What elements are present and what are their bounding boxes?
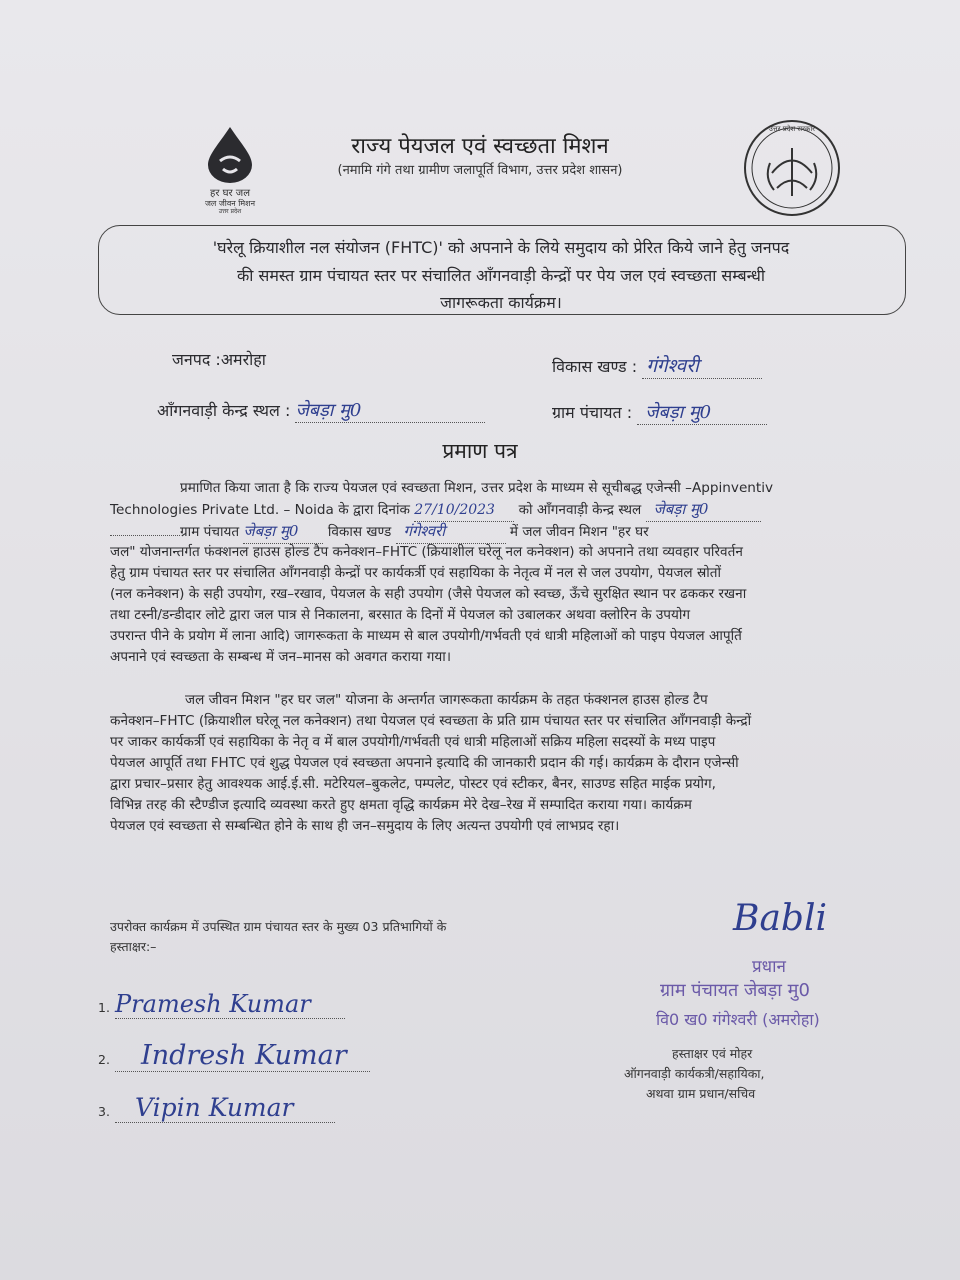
stamp-line-1: प्रधान	[752, 957, 786, 977]
body-line: विभिन्न तरह की स्टैण्डीज इत्यादि व्यवस्था करते हुए क्षमता वृद्धि कार्यक्रम मेरे देख–रेख में सम्पादित कराया गया। कार्यक्रम	[110, 797, 692, 813]
participant-row: 3. Vipin Kumar	[98, 1093, 358, 1123]
participant-signature: Indresh Kumar	[141, 1040, 347, 1071]
body-line-with-gp	[110, 521, 905, 544]
body-line: उपरान्त पीने के प्रयोग में लाना आदि) जागरूकता के माध्यम से बाल उपयोगी/गर्भवती एवं धात्री महिलाओं को पाइप पेयजल आपूर्ति	[110, 628, 742, 644]
body-line: द्वारा प्रचार–प्रसार हेतु आवश्यक आई.ई.सी. मटेरियल–बुकलेट, पम्पलेट, पोस्टर एवं स्टीकर, बैनर, साउण्ड सहित माईक प्रयोग,	[110, 776, 716, 792]
body-line: पेयजल आपूर्ति तथा FHTC एवं शुद्ध पेयजल एवं स्वच्छता अपनाने इत्यादि की जानकारी प्रदान की गई। कार्यक्रम के दौरान एजेन्सी	[110, 755, 739, 771]
stamp-line-2: ग्राम पंचायत जेबड़ा मु0	[660, 980, 810, 1001]
participant-signature: Vipin Kumar	[135, 1093, 294, 1122]
body-text: विकास खण्ड	[327, 524, 392, 540]
page-title: राज्य पेयजल एवं स्वच्छता मिशन	[351, 134, 609, 159]
body-line: कनेक्शन–FHTC (क्रियाशील घरेलू नल कनेक्शन) तथा पेयजल एवं स्वच्छता के प्रति ग्राम पंचायत स्तर पर संचालित आँगनवाड़ी केन्द्रों	[110, 713, 752, 729]
certificate-heading: प्रमाण पत्र	[442, 439, 518, 463]
seal-text: उत्तर प्रदेश सरकार	[768, 125, 816, 133]
gram-panchayat-field	[552, 400, 767, 425]
participant-signature: Pramesh Kumar	[115, 990, 311, 1018]
participant-row: 1. Pramesh Kumar	[98, 990, 358, 1019]
body-text: Technologies Private Ltd. – Noida के द्वारा दिनांक	[110, 502, 410, 518]
participants-intro-2: हस्ताक्षर:–	[110, 939, 157, 954]
up-government-seal-icon	[742, 118, 842, 218]
kendra-value: जेबड़ा मु0	[295, 400, 362, 421]
logo-line-3: उत्तर प्रदेश	[218, 208, 242, 215]
block-inline: गंगेश्वरी	[403, 522, 446, 540]
programme-date: 27/10/2023	[414, 502, 495, 518]
banner-line-3: जागरूकता कार्यक्रम।	[440, 293, 562, 312]
body-text: को आँगनवाड़ी केन्द्र स्थल	[518, 502, 642, 518]
body-line: पेयजल एवं स्वच्छता से सम्बन्धित होने के साथ ही जन–समुदाय के लिए अत्यन्त उपयोगी एवं लाभप्रद रहा।	[110, 818, 620, 834]
body-line: जल" योजनान्तर्गत फंक्शनल हाउस होल्ड टैप कनेक्शन–FHTC (क्रियाशील घरेलू नल कनेक्शन) को अपनाने तथा व्यवहार परिवर्तन	[110, 544, 743, 560]
gram-panchayat-value: जेबड़ा मु0	[645, 402, 712, 423]
body-text: ग्राम पंचायत	[180, 524, 240, 540]
vikas-khand-value: गंगेश्वरी	[646, 355, 699, 377]
body-line-with-date	[110, 499, 905, 522]
janpad-value: अमरोहा	[220, 350, 266, 369]
body-line: अपनाने एवं स्वच्छता के सम्बन्ध में जन–मानस को अवगत कराया गया।	[110, 649, 451, 665]
logo-line-1: हर घर जल	[210, 188, 250, 199]
gram-panchayat-label: ग्राम पंचायत :	[552, 403, 633, 422]
body-line: (नल कनेक्शन) के सही उपयोग, रख–रखाव, पेयजल के सही उपयोग (जैसे पेयजल को स्वच्छ, ऊँचे सुरक्षित स्थान पर ढककर रखना	[110, 586, 747, 602]
body-line: जल जीवन मिशन "हर घर जल" योजना के अन्तर्गत जागरूकता कार्यक्रम के तहत फंक्शनल हाउस होल्ड टैप	[185, 692, 708, 708]
vikas-khand-label: विकास खण्ड :	[552, 357, 638, 376]
kendra-field	[157, 398, 485, 423]
banner-line-1: 'घरेलू क्रियाशील नल संयोजन (FHTC)' को अपनाने के लिये समुदाय को प्रेरित किये जाने हेतु जनपद	[212, 238, 790, 257]
janpad-field	[172, 348, 266, 370]
body-line: पर जाकर कार्यकर्त्री एवं सहायिका के नेतृ व में बाल उपयोगी/गर्भवती एवं धात्री महिलाओं सक्रिय महिला सदस्यों के मध्य पाइप	[110, 734, 716, 750]
body-line: प्रमाणित किया जाता है कि राज्य पेयजल एवं स्वच्छता मिशन, उत्तर प्रदेश के माध्यम से सूचीबद्ध एजेन्सी –Appinventiv	[180, 480, 774, 496]
gram-panchayat-inline: जेबड़ा मु0	[243, 522, 299, 540]
kendra-label: आँगनवाड़ी केन्द्र स्थल :	[157, 401, 291, 420]
stamp-line-3: वि0 ख0 गंगेश्वरी (अमरोहा)	[656, 1010, 820, 1029]
kendra-site: जेबड़ा मु0	[653, 500, 709, 518]
banner-line-2: की समस्त ग्राम पंचायत स्तर पर संचालित आँगनवाड़ी केन्द्रों पर पेय जल एवं स्वच्छता सम्बन्धी	[236, 266, 766, 285]
body-text: में जल जीवन मिशन "हर घर	[509, 524, 649, 540]
body-line: तथा टस्नी/डन्डीदार लोटे द्वारा जल पात्र से निकालना, बरसात के दिनों में पेयजल को उबालकर अथवा क्लोरिन के उपयोग	[110, 607, 691, 623]
signatory-label-2: ऑगनवाड़ी कार्यकत्री/सहायिका,	[624, 1066, 765, 1081]
participant-number: 1	[98, 1000, 106, 1015]
janpad-label: जनपद :	[172, 350, 221, 369]
logo-line-2: जल जीवन मिशन	[204, 199, 256, 208]
participant-row: 2. Indresh Kumar	[98, 1040, 388, 1072]
body-line: हेतु ग्राम पंचायत स्तर पर संचालित आँगनवाड़ी केन्द्रों पर कार्यकर्त्री एवं सहायिका के नेतृत्व में नल से जल उपयोग, पेयजल स्रोतों	[110, 565, 722, 581]
pradhan-signature: Babli	[733, 898, 827, 939]
vikas-khand-field	[552, 352, 762, 379]
participant-number: 3	[98, 1104, 106, 1119]
participant-number: 2	[98, 1052, 106, 1067]
signatory-label-1: हस्ताक्षर एवं मोहर	[672, 1046, 753, 1061]
signatory-label-3: अथवा ग्राम प्रधान/सचिव	[646, 1086, 756, 1101]
participants-intro: उपरोक्त कार्यक्रम में उपस्थित ग्राम पंचायत स्तर के मुख्य 03 प्रतिभागियों के	[110, 919, 447, 934]
page-subtitle: (नमामि गंगे तथा ग्रामीण जलापूर्ति विभाग, उत्तर प्रदेश शासन)	[337, 163, 623, 178]
